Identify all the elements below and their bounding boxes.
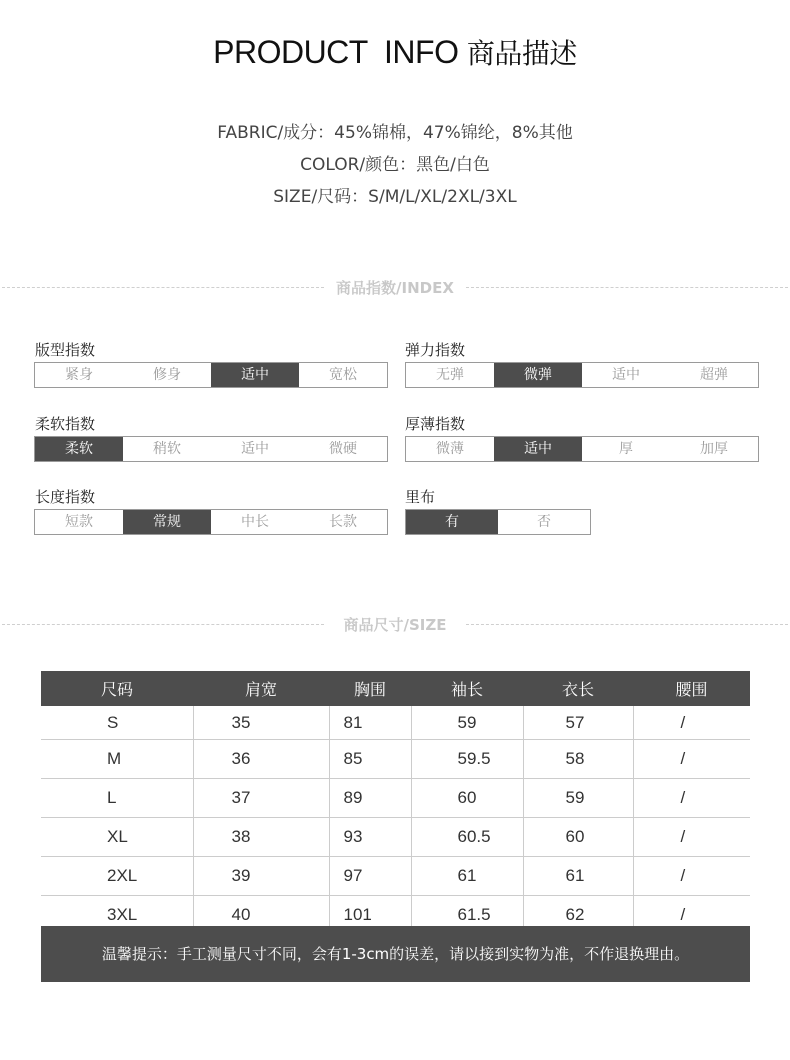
cell-sleeve: 60: [411, 779, 523, 818]
index-option: 超弹: [700, 367, 728, 383]
index-option: 中长: [241, 514, 269, 530]
table-row: [41, 706, 750, 740]
cell-waist: /: [633, 779, 750, 818]
index-option: 适中: [612, 367, 640, 383]
cell-waist: /: [633, 896, 750, 935]
cell-shoulder: 40: [193, 896, 329, 935]
index-title-softness: 柔软指数: [35, 415, 96, 433]
cell-shoulder: 35: [193, 706, 329, 740]
cell-length: 58: [523, 740, 633, 779]
size-info: SIZE/尺码：S/M/L/XL/2XL/3XL: [273, 187, 517, 207]
cell-size: XL: [41, 818, 193, 857]
measurement-note: 温馨提示：手工测量尺寸不同，会有1-3cm的误差，请以接到实物为准，不作退换理由。: [41, 926, 750, 982]
index-option-selected: 柔软: [35, 437, 123, 461]
cell-chest: 93: [329, 818, 411, 857]
index-option: 无弹: [436, 367, 464, 383]
index-length-scale: [34, 509, 388, 535]
index-title-elasticity: 弹力指数: [405, 341, 466, 359]
header-chest: 胸围: [329, 671, 411, 706]
index-option: 短款: [65, 514, 93, 530]
index-title-lining: 里布: [405, 488, 436, 506]
header-waist: 腰围: [633, 671, 750, 706]
index-option: 适中: [241, 441, 269, 457]
cell-size: L: [41, 779, 193, 818]
cell-waist: /: [633, 818, 750, 857]
index-option-selected: 有: [406, 510, 498, 534]
cell-waist: /: [633, 857, 750, 896]
index-option: 微硬: [329, 441, 357, 457]
cell-size: M: [41, 740, 193, 779]
cell-sleeve: 59: [411, 706, 523, 740]
index-fit-scale: [34, 362, 388, 388]
cell-chest: 101: [329, 896, 411, 935]
index-softness-scale: [34, 436, 388, 462]
cell-shoulder: 36: [193, 740, 329, 779]
cell-sleeve: 60.5: [411, 818, 523, 857]
title-cn: 商品描述: [466, 37, 577, 70]
index-option: 修身: [153, 367, 181, 383]
table-row: [41, 740, 750, 779]
index-option: 厚: [619, 441, 633, 457]
size-table: [41, 671, 750, 935]
cell-chest: 89: [329, 779, 411, 818]
cell-sleeve: 61: [411, 857, 523, 896]
index-title-thickness: 厚薄指数: [405, 415, 466, 433]
index-option-selected: 微弹: [494, 363, 582, 387]
color-info: COLOR/颜色：黑色/白色: [300, 155, 490, 175]
index-option-selected: 常规: [123, 510, 211, 534]
header-shoulder: 肩宽: [193, 671, 329, 706]
cell-size: 3XL: [41, 896, 193, 935]
table-row: [41, 857, 750, 896]
table-row: [41, 818, 750, 857]
cell-shoulder: 37: [193, 779, 329, 818]
index-divider: [0, 277, 790, 297]
index-option: 否: [537, 514, 551, 530]
index-option: 微薄: [436, 441, 464, 457]
cell-waist: /: [633, 740, 750, 779]
index-title-fit: 版型指数: [35, 341, 96, 359]
index-option-selected: 适中: [494, 437, 582, 461]
index-lining-scale: [405, 509, 591, 535]
index-option: 长款: [329, 514, 357, 530]
index-title-length: 长度指数: [35, 488, 96, 506]
index-option: 宽松: [329, 367, 357, 383]
index-section-label: 商品指数/INDEX: [336, 279, 454, 297]
cell-shoulder: 39: [193, 857, 329, 896]
cell-shoulder: 38: [193, 818, 329, 857]
cell-sleeve: 61.5: [411, 896, 523, 935]
cell-size: S: [41, 706, 193, 740]
header-sleeve: 袖长: [411, 671, 523, 706]
cell-length: 62: [523, 896, 633, 935]
index-option-selected: 适中: [211, 363, 299, 387]
table-row: [41, 779, 750, 818]
cell-chest: 97: [329, 857, 411, 896]
cell-chest: 81: [329, 706, 411, 740]
fabric-info: FABRIC/成分：45%锦棉，47%锦纶，8%其他: [217, 123, 573, 143]
size-section-label: 商品尺寸/SIZE: [343, 616, 447, 634]
cell-waist: /: [633, 706, 750, 740]
size-divider: [0, 614, 790, 634]
cell-chest: 85: [329, 740, 411, 779]
cell-length: 59: [523, 779, 633, 818]
page-title: [0, 32, 790, 72]
cell-length: 61: [523, 857, 633, 896]
index-thickness-scale: [405, 436, 759, 462]
cell-length: 60: [523, 818, 633, 857]
index-option: 紧身: [65, 367, 93, 383]
index-option: 加厚: [700, 441, 728, 457]
cell-sleeve: 59.5: [411, 740, 523, 779]
cell-size: 2XL: [41, 857, 193, 896]
size-table-header: [41, 671, 750, 706]
header-length: 衣长: [523, 671, 633, 706]
index-elasticity-scale: [405, 362, 759, 388]
title-en: PRODUCT INFO: [213, 34, 459, 70]
header-size: 尺码: [41, 671, 193, 706]
index-option: 稍软: [153, 441, 181, 457]
cell-length: 57: [523, 706, 633, 740]
